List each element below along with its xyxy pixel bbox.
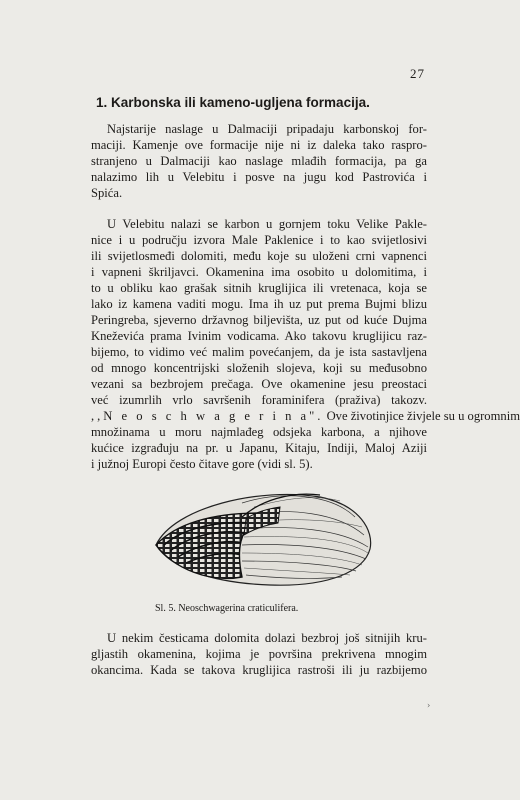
text-line: Spića.: [91, 186, 123, 200]
text-fragment: Ove životinjice živjele su u ogromnim: [323, 409, 520, 423]
text-line: već izumrlih vrlo savršenih foraminifera (praživa) takozv.: [91, 393, 427, 407]
text-line: nice i u području izvora Male Paklenice i to kao svijetlosivi: [91, 233, 427, 247]
text-line: vezani sa bezbrojem prečaga. Ove okamenine jesu preostaci: [91, 377, 427, 391]
text-line: kućice izgrađuju na pr. u Japanu, Kitaju, Indiji, Maloj Aziji: [91, 441, 427, 455]
text-line: to u obliku kao grašak sitnih kruglijica ili vretenaca, koja se: [91, 281, 427, 295]
species-term: ,,N e o s c h w a g e r i n a".: [91, 409, 324, 423]
fossil-illustration: [150, 483, 375, 591]
text-line: Peringreba, sjeverno državnog biljevišta, uz put od kuće Dujma: [91, 313, 427, 327]
text-line: množinama u moru najmlađeg odsjeka karbona, a njihove: [91, 425, 427, 439]
section-heading: 1. Karbonska ili kameno-ugljena formacija.: [96, 95, 370, 110]
text-line: lako iz kamena vaditi mogu. Ima ih uz put prema Bujmi blizu: [91, 297, 427, 311]
paragraph-2: [91, 216, 520, 472]
text-line-with-term: [91, 408, 520, 424]
text-line: maciji. Kamenje ove formacije nije ni iz daleka tako raspro-: [91, 138, 427, 152]
text-line: U Velebitu nalazi se karbon u gornjem toku Velike Pakle-: [107, 217, 427, 231]
text-line: ili svijetlosmeđi dolomiti, među koje su uloženi crni vapnenci: [91, 249, 427, 263]
text-line: stranjeno u Dalmaciji kao naslage mlađih formacija, pa ga: [91, 154, 427, 168]
page-number: 27: [410, 66, 425, 81]
text-line: Najstarije naslage u Dalmaciji pripadaju karbonskoj for-: [107, 122, 427, 136]
text-line: U nekim česticama dolomita dolazi bezbroj još sitnijih kru-: [107, 631, 427, 645]
text-line: i južnoj Europi često čitave gore (vidi sl. 5).: [91, 457, 313, 471]
text-line: okancima. Kada se takova kruglijica rastroši ili ju razbijemo: [91, 663, 427, 677]
figure-caption: Sl. 5. Neoschwagerina craticulifera.: [155, 603, 299, 614]
text-line: od mnogo koncentrijski složenih slojeva, koji su međusobno: [91, 361, 427, 375]
corner-mark: ›: [427, 701, 431, 710]
text-line: gljastih okamenina, kojima je površina prekrivena mnogim: [91, 647, 427, 661]
paragraph-3: [91, 630, 427, 678]
text-line: i vapneni škriljavci. Okamenina ima osobito u dolomitima, i: [91, 265, 427, 279]
text-line: bijemo, to vidimo već malim povećanjem, da je ista sastavljena: [91, 345, 427, 359]
text-line: nalazimo lih u Velebitu i posve na jugu kod Pastrovića i: [91, 170, 427, 184]
text-line: Kneževića prama Ivinim vodicama. Ako takovu kruglijicu raz-: [91, 329, 427, 343]
paragraph-1: [91, 121, 427, 201]
